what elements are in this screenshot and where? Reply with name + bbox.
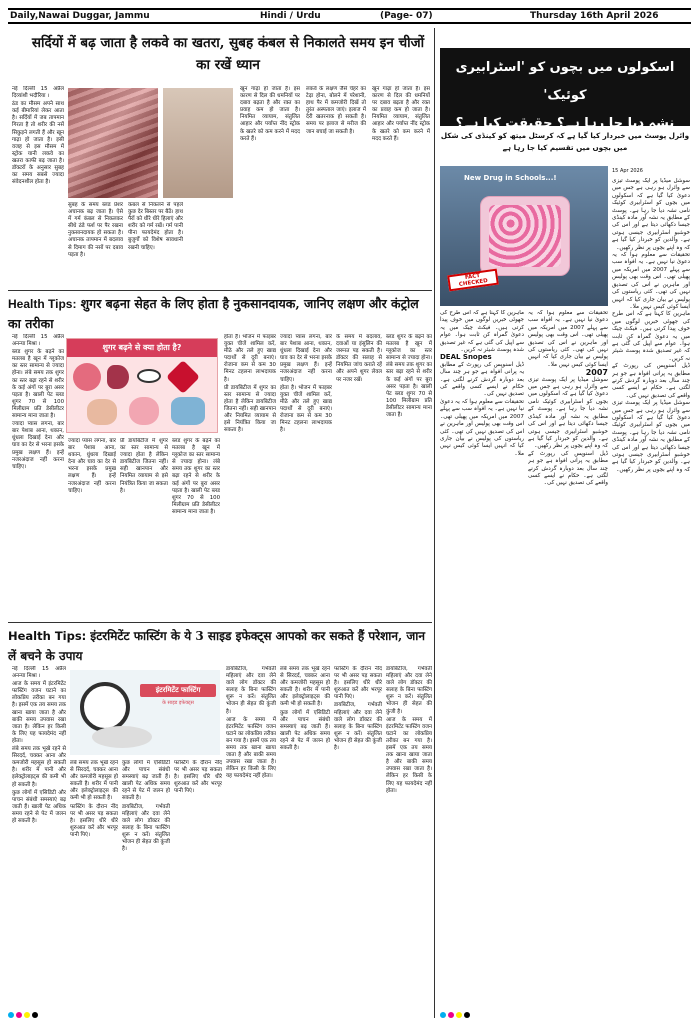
urdu-headline-line1: اسکولوں میں بچوں کو 'اسٹرابیری کوئیک' (455, 60, 675, 103)
urdu-text-left: ماہرین کا کہنا ہے کہ اس طرح کی جھوٹی خبریں لوگوں میں خوف پیدا کرتی ہیں۔ فیکٹ چیک میں یہ دعویٰ گمراہ کن ثابت ہوا۔ عوام سے اپیل کی گئی ہے کہ غیر تصدیق شدہ پوسٹ شیئر نہ کریں۔ (440, 310, 524, 354)
pill-bag (480, 196, 570, 276)
story2-text-2: ज्यादा प्यास लगना, बार बार पेशाब आना, थकान, धुंधला दिखाई देना और घाव का देर से भरना इसके प्रमुख लक्षण हैं। इन्हें नजरअंदाज नहीं करना चाहिए। (68, 438, 116, 494)
story1-text-5: लकवे के लक्षण जैसे चेहरे का टेढ़ा होना, बोलने में परेशानी, हाथ पैर में कमजोरी दिखें तो तुरंत अस्पताल जाएं। इलाज में देरी खतरनाक हो सकती है। समय पर इलाज से मरीज की जान बचाई जा सकती है। (306, 86, 366, 135)
magenta-dot (448, 1012, 454, 1018)
story3-text-5: डायबिटीज, गर्भवती महिलाएं और दवा लेने वाले लोग डॉक्टर की सलाह के बिना फास्टिंग शुरू न करें। संतुलित भोजन ही सेहत की कुंजी है। (226, 666, 276, 715)
story3-text-8: डायबिटीज, गर्भवती महिलाएं और दवा लेने वाले लोग डॉक्टर की सलाह के बिना फास्टिंग शुरू न करें। संतुलित भोजन ही सेहत की कुंजी है। (386, 666, 432, 715)
eye-icon (137, 369, 161, 383)
story2-col5 (224, 334, 276, 620)
story2-text-7: के समय में बदलाव, दवाओं या इंसुलिन की जरूरत पड़ सकती है। डॉक्टर की सलाह से नियमित जांच कराते रहें और अपने शुगर लेवल पर नजर रखें। (336, 334, 382, 383)
urdu-year-tag: 2007 (585, 368, 608, 378)
story2-col4 (172, 438, 220, 620)
masthead-language: Hindi / Urdu (260, 11, 321, 21)
urdu-text-right-2: تحقیقات سے معلوم ہوا کہ یہ دعویٰ نیا نہیں ہے۔ یہ افواہ سب سے پہلے 2007 میں امریکہ میں پھیلی تھی۔ اس وقت بھی پولیس اور ماہرین نے اس کی تصدیق نہیں کی تھی۔ کئی ریاستوں کی پولیس نے بیان جاری کیا کہ انہیں ایسا کوئی کیس نہیں ملا۔ (612, 252, 690, 310)
foot-icon (87, 399, 117, 425)
story1-photo-2 (163, 88, 233, 198)
story2-text-5: होता है। भोजन में फाइबर युक्त चीजें शामिल करें, मीठे और तले हुए खाद्य पदार्थों से दूरी बनाएं। रोजाना कम से कम 30 मिनट टहलना लाभदायक है। (224, 334, 276, 383)
story3-col5 (226, 666, 276, 1014)
masthead-page-number: (Page- 07) (380, 11, 433, 21)
story3-text-2b: फास्टिंग के दौरान नींद पर भी असर पड़ सकता है। इसलिए धीरे धीरे शुरुआत करें और भरपूर पानी पिएं। (70, 803, 118, 838)
urdu-photo-date: 15 Apr 2026 (612, 168, 643, 174)
story1-headline: सर्दियों में बढ़ जाता है लकवे का खतरा, सुबह कंबल से निकालते समय इन चीजों का रखें ध्यान (31, 35, 425, 73)
black-dot (32, 1012, 38, 1018)
story1-text-3: कंबल से निकलने से पहले कुछ देर बिस्तर पर बैठें। हाथ पैरों को धीरे धीरे हिलाएं और शरीर को गर्म रखें। गर्म पानी पीना फायदेमंद होता है। बुजुर्गों को विशेष सावधानी रखनी चाहिए। (128, 202, 183, 251)
story2-text-4: ब्लड शुगर के बढ़ने का मतलब है खून में ग्लूकोज का स्तर सामान्य से ज्यादा होना। लंबे समय तक शुगर का स्तर बढ़ा रहने से शरीर के कई अंगों पर बुरा असर पड़ता है। खाली पेट ब्लड शुगर 70 से 100 मिलीग्राम प्रति डेसीलीटर सामान्य माना जाता है। (172, 438, 220, 515)
story3-text-5b: आज के समय में इंटरमिटेंट फास्टिंग वजन घटाने का लोकप्रिय तरीका बन गया है। इसमें एक तय समय तक खाना खाया जाता है और बाकी समय उपवास रखा जाता है। लेकिन हर किसी के लिए यह फायदेमंद नहीं होता। (226, 716, 276, 780)
story3-text-3b: डायबिटीज, गर्भवती महिलाएं और दवा लेने वाले लोग डॉक्टर की सलाह के बिना फास्टिंग शुरू न करें। संतुलित भोजन ही सेहत की कुंजी है। (122, 803, 170, 853)
story3-headline-box (8, 626, 428, 666)
urdu-drug-photo (440, 166, 608, 306)
story2-col3 (120, 438, 168, 620)
color-registration-dots-right (440, 1012, 470, 1018)
heart-icon (166, 360, 200, 394)
section-divider (434, 28, 435, 1018)
divider (8, 622, 432, 623)
story3-text-2: लंबे समय तक भूखे रहने से सिरदर्द, चक्कर आना और कमजोरी महसूस हो सकती है। शरीर में पानी और इलेक्ट्रोलाइट्स की कमी भी हो सकती है। (70, 760, 118, 802)
story3-col6 (280, 666, 330, 1014)
kidney-icon (107, 365, 129, 389)
black-dot (464, 1012, 470, 1018)
urdu-text-left-2: ڈیل اسنوپس کی رپورٹ کے مطابق یہ پرانی افواہ ہے جو ہر چند سال بعد دوبارہ گردش کرنے لگتی ہے۔ حکام نے ایسے کسی واقعے کی تصدیق نہیں کی۔ (440, 361, 524, 398)
nerve-icon (171, 397, 205, 425)
story2-col2 (68, 438, 116, 620)
divider (8, 290, 432, 291)
yellow-dot (456, 1012, 462, 1018)
story3-text-3: कुछ लोगों में एसिडिटी और पाचन संबंधी समस्याएं बढ़ जाती हैं। खाली पेट अधिक समय रहने से पेट में जलन हो सकती है। (122, 760, 170, 802)
masthead-date: Thursday 16th April 2026 (530, 11, 659, 21)
urdu-text-left-3: تحقیقات سے معلوم ہوا کہ یہ دعویٰ نیا نہیں ہے۔ یہ افواہ سب سے پہلے 2007 میں امریکہ میں پھیلی تھی۔ اس وقت بھی پولیس اور ماہرین نے اس کی تصدیق نہیں کی تھی۔ کئی ریاستوں کی پولیس نے بیان جاری کیا کہ انہیں ایسا کوئی کیس نہیں ملا۔ (440, 398, 524, 457)
story2-text-6: ज्यादा प्यास लगना, बार बार पेशाब आना, थकान, धुंधला दिखाई देना और घाव का देर से भरना इसके प्रमुख लक्षण हैं। इन्हें नजरअंदाज नहीं करना चाहिए। (280, 334, 332, 383)
story1-dateline: नई दिल्ली 15 अप्रैल दिव्यांशी भदौरिया । (12, 86, 64, 100)
urdu-headline-line2: نشہ دیا جا رہا ہے؟ حقیقت کیا ہے؟ (455, 116, 675, 131)
urdu-text-right-4: ڈیل اسنوپس کی رپورٹ کے مطابق یہ پرانی افواہ ہے جو ہر چند سال بعد دوبارہ گردش کرنے لگتی ہے۔ حکام نے ایسے کسی واقعے کی تصدیق نہیں کی۔ (612, 363, 690, 399)
story1-col5 (306, 86, 366, 286)
story1-col2 (68, 202, 123, 286)
story3-infographic-title: इंटरमिटेंट फास्टिंग (140, 684, 216, 697)
story2-infographic (66, 338, 218, 433)
story3-col8 (386, 666, 432, 1014)
story2-headline-box (8, 294, 428, 334)
story3-text-1: आज के समय में इंटरमिटेंट फास्टिंग वजन घटाने का लोकप्रिय तरीका बन गया है। इसमें एक तय समय तक खाना खाया जाता है और बाकी समय उपवास रखा जाता है। लेकिन हर किसी के लिए यह फायदेमंद नहीं होता। (12, 681, 66, 744)
story3-col7 (334, 666, 382, 1014)
story3-infographic-sub: के साइड इफेक्ट्स (162, 700, 194, 706)
color-registration-dots (8, 1012, 38, 1018)
story3-headline: इंटरमिटेंट फास्टिंग के ये 3 साइड इफेक्ट्स आपको कर सकते हैं परेशान, जान लें बचने के उपाय (8, 629, 426, 663)
cyan-dot (440, 1012, 446, 1018)
story2-col8 (386, 334, 432, 620)
story3-text-8b: आज के समय में इंटरमिटेंट फास्टिंग वजन घटाने का लोकप्रिय तरीका बन गया है। इसमें एक तय समय तक खाना खाया जाता है और बाकी समय उपवास रखा जाता है। लेकिन हर किसी के लिए यह फायदेमंद नहीं होता। (386, 716, 432, 794)
story2-dateline: नई दिल्ली 15 अप्रैल अनन्या मिश्रा । (12, 334, 64, 348)
organ-icon (73, 363, 101, 391)
urdu-headline-banner (440, 48, 690, 131)
story1-text-1: ठंड का मौसम अपने साथ कई बीमारियां लेकर आता है। सर्दियों में जब तापमान गिरता है तो शरीर की नसें सिकुड़ने लगती हैं और खून गाढ़ा हो जाता है। इसी वजह से इस मौसम में स्ट्रोक यानी लकवे का खतरा काफी बढ़ जाता है। डॉक्टरों के अनुसार सुबह का समय सबसे ज्यादा संवेदनशील होता है। (12, 101, 64, 186)
urdu-col-mid (528, 310, 608, 1014)
story2-text-8: ब्लड शुगर के बढ़ने का मतलब है खून में ग्लूकोज का स्तर सामान्य से ज्यादा होना। लंबे समय तक शुगर का स्तर बढ़ा रहने से शरीर के कई अंगों पर बुरा असर पड़ता है। खाली पेट ब्लड शुगर 70 से 100 मिलीग्राम प्रति डेसीलीटर सामान्य माना जाता है। (386, 334, 432, 419)
story1-photo (68, 88, 158, 198)
urdu-text-mid: تحقیقات سے معلوم ہوا کہ یہ دعویٰ نیا نہیں ہے۔ یہ افواہ سب سے پہلے 2007 میں امریکہ میں پھیلی تھی۔ اس وقت بھی پولیس اور ماہرین نے اس کی تصدیق نہیں کی تھی۔ کئی ریاستوں کی پولیس نے بیان جاری کیا کہ انہیں ایسا کوئی کیس نہیں ملا۔ (528, 310, 608, 368)
story3-text-6b: कुछ लोगों में एसिडिटी और पाचन संबंधी समस्याएं बढ़ जाती हैं। खाली पेट अधिक समय रहने से पेट में जलन हो सकती है। (280, 709, 330, 752)
magenta-dot (16, 1012, 22, 1018)
story2-text-6b: होता है। भोजन में फाइबर युक्त चीजें शामिल करें, मीठे और तले हुए खाद्य पदार्थों से दूरी बनाएं। रोजाना कम से कम 30 मिनट टहलना लाभदायक है। (280, 384, 332, 434)
story3-col4 (174, 760, 222, 1014)
story3-col3 (122, 760, 170, 1014)
story2-text-1: ब्लड शुगर के बढ़ने का मतलब है खून में ग्लूकोज का स्तर सामान्य से ज्यादा होना। लंबे समय तक शुगर का स्तर बढ़ा रहने से शरीर के कई अंगों पर बुरा असर पड़ता है। खाली पेट ब्लड शुगर 70 से 100 मिलीग्राम प्रति डेसीलीटर सामान्य माना जाता है। (12, 349, 64, 420)
story1-text-6: खून गाढ़ा हो जाता है। इस कारण से दिल की धमनियों पर दबाव बढ़ता है और रक्त का प्रवाह कम हो जाता है। नियमित व्यायाम, संतुलित आहार और पर्याप्त नींद स्ट्रोक के खतरे को कम करने में मदद करते हैं। (372, 86, 430, 142)
story3-text-1c: कुछ लोगों में एसिडिटी और पाचन संबंधी समस्याएं बढ़ जाती हैं। खाली पेट अधिक समय रहने से पेट में जलन हो सकती है। (12, 789, 66, 824)
story3-text-7b: डायबिटीज, गर्भवती महिलाएं और दवा लेने वाले लोग डॉक्टर की सलाह के बिना फास्टिंग शुरू न करें। संतुलित भोजन ही सेहत की कुंजी है। (334, 702, 382, 752)
masthead (8, 8, 691, 24)
urdu-text-right: سوشل میڈیا پر ایک پوسٹ تیزی سے وائرل ہو رہی ہے جس میں دعویٰ کیا گیا ہے کہ اسکولوں میں بچوں کو اسٹرابیری کوئیک نامی نشہ دیا جا رہا ہے۔ پوسٹ کے مطابق یہ نشہ آور مادہ کینڈی جیسا دکھائی دیتا ہے اور اس کی خوشبو اسٹرابیری جیسی ہوتی ہے۔ والدین کو خبردار کیا گیا ہے کہ وہ اپنے بچوں پر نظر رکھیں۔ (612, 178, 690, 251)
fact-check-stamp: FACT CHECKED (447, 269, 499, 292)
story2-headline: शुगर बढ़ना सेहत के लिए होता है नुकसानदायक, जानिए लक्षण और कंट्रोल का तरीका (8, 296, 419, 331)
urdu-col-left (440, 310, 524, 1014)
plate-icon (92, 726, 152, 748)
urdu-subhead: وائرل پوسٹ میں خبردار کیا گیا ہے کہ کرسٹل میتھ کو کینڈی کی شکل میں بچوں میں تقسیم کیا جا رہا ہے (440, 131, 690, 152)
story1-col6 (372, 86, 430, 286)
newspaper-page (8, 8, 691, 1018)
story2-kicker: Health Tips: (8, 297, 77, 311)
urdu-text-right-5: سوشل میڈیا پر ایک پوسٹ تیزی سے وائرل ہو رہی ہے جس میں دعویٰ کیا گیا ہے کہ اسکولوں میں بچوں کو اسٹرابیری کوئیک نامی نشہ دیا جا رہا ہے۔ پوسٹ کے مطابق یہ نشہ آور مادہ کینڈی جیسا دکھائی دیتا ہے اور اس کی خوشبو اسٹرابیری جیسی ہوتی ہے۔ والدین کو خبردار کیا گیا ہے کہ وہ اپنے بچوں پر نظر رکھیں۔ (612, 400, 690, 473)
story2-infographic-title: शुगर बढ़ने से क्या होता है? (67, 339, 217, 357)
story3-dateline: नई दिल्ली 15 अप्रैल अनन्या मिश्रा । (12, 666, 66, 680)
story3-text-6: लंबे समय तक भूखे रहने से सिरदर्द, चक्कर आना और कमजोरी महसूस हो सकती है। शरीर में पानी और इलेक्ट्रोलाइट्स की कमी भी हो सकती है। (280, 666, 330, 708)
story1-col1 (12, 86, 64, 286)
story3-kicker: Health Tips: (8, 629, 87, 643)
urdu-text-mid-2: سوشل میڈیا پر ایک پوسٹ تیزی سے وائرل ہو رہی ہے جس میں دعویٰ کیا گیا ہے کہ اسکولوں میں بچوں کو اسٹرابیری کوئیک نامی نشہ دیا جا رہا ہے۔ پوسٹ کے مطابق یہ نشہ آور مادہ کینڈی جیسا دکھائی دیتا ہے اور اس کی خوشبو اسٹرابیری جیسی ہوتی ہے۔ والدین کو خبردار کیا گیا ہے کہ وہ اپنے بچوں پر نظر رکھیں۔ (528, 376, 608, 450)
story2-text-5b: प्री डायबिटीज में शुगर का स्तर सामान्य से ज्यादा होता है लेकिन डायबिटीज जितना नहीं। सही खानपान और नियमित व्यायाम से इसे नियंत्रित किया जा सकता है। (224, 384, 276, 434)
story1-text-2: सुबह के समय ब्लड प्रेशर अचानक बढ़ जाता है। ऐसे में गर्म कंबल से निकलकर सीधे ठंडे फर्श पर पैर रखना नुकसानदायक हो सकता है। अचानक तापमान में बदलाव से दिमाग की नसों पर दबाव पड़ता है। (68, 202, 123, 258)
story3-text-7: फास्टिंग के दौरान नींद पर भी असर पड़ सकता है। इसलिए धीरे धीरे शुरुआत करें और भरपूर पानी पिएं। (334, 666, 382, 701)
cyan-dot (8, 1012, 14, 1018)
story2-text-1b: ज्यादा प्यास लगना, बार बार पेशाब आना, थकान, धुंधला दिखाई देना और घाव का देर से भरना इसके प्रमुख लक्षण हैं। इन्हें नजरअंदाज नहीं करना चाहिए। (12, 421, 64, 470)
urdu-text-right-3: ماہرین کا کہنا ہے کہ اس طرح کی جھوٹی خبریں لوگوں میں خوف پیدا کرتی ہیں۔ فیکٹ چیک میں یہ دعویٰ گمراہ کن ثابت ہوا۔ عوام سے اپیل کی گئی ہے کہ غیر تصدیق شدہ پوسٹ شیئر نہ کریں۔ (612, 311, 690, 362)
urdu-text-mid-3: ڈیل اسنوپس کی رپورٹ کے مطابق یہ پرانی افواہ ہے جو ہر چند سال بعد دوبارہ گردش کرنے لگتی ہے۔ حکام نے ایسے کسی واقعے کی تصدیق نہیں کی۔ (528, 450, 608, 487)
story1-col3 (128, 202, 183, 286)
urdu-source-tag: DEAL Snopes (440, 353, 492, 362)
story1-text-4: खून गाढ़ा हो जाता है। इस कारण से दिल की धमनियों पर दबाव बढ़ता है और रक्त का प्रवाह कम हो जाता है। नियमित व्यायाम, संतुलित आहार और पर्याप्त नींद स्ट्रोक के खतरे को कम करने में मदद करते हैं। (240, 86, 300, 142)
story2-text-3: प्री डायबिटीज में शुगर का स्तर सामान्य से ज्यादा होता है लेकिन डायबिटीज जितना नहीं। सही खानपान और नियमित व्यायाम से इसे नियंत्रित किया जा सकता है। (120, 438, 168, 494)
story3-col1 (12, 666, 66, 1014)
urdu-photo-caption: New Drug in Schools...! (464, 174, 557, 182)
alarm-clock-icon (80, 682, 130, 732)
story2-col1 (12, 334, 64, 620)
yellow-dot (24, 1012, 30, 1018)
story2-col7 (336, 334, 382, 620)
story3-infographic (70, 670, 220, 755)
story3-text-1b: लंबे समय तक भूखे रहने से सिरदर्द, चक्कर आना और कमजोरी महसूस हो सकती है। शरीर में पानी और इलेक्ट्रोलाइट्स की कमी भी हो सकती है। (12, 746, 66, 788)
story3-text-4: फास्टिंग के दौरान नींद पर भी असर पड़ सकता है। इसलिए धीरे धीरे शुरुआत करें और भरपूर पानी पिएं। (174, 760, 222, 795)
masthead-paper-name: Daily,Nawai Duggar, Jammu (10, 11, 150, 21)
story1-col4 (240, 86, 300, 286)
story2-col6 (280, 334, 332, 620)
brain-icon (129, 397, 159, 425)
urdu-col-right (612, 178, 690, 1014)
story3-col2 (70, 760, 118, 1014)
